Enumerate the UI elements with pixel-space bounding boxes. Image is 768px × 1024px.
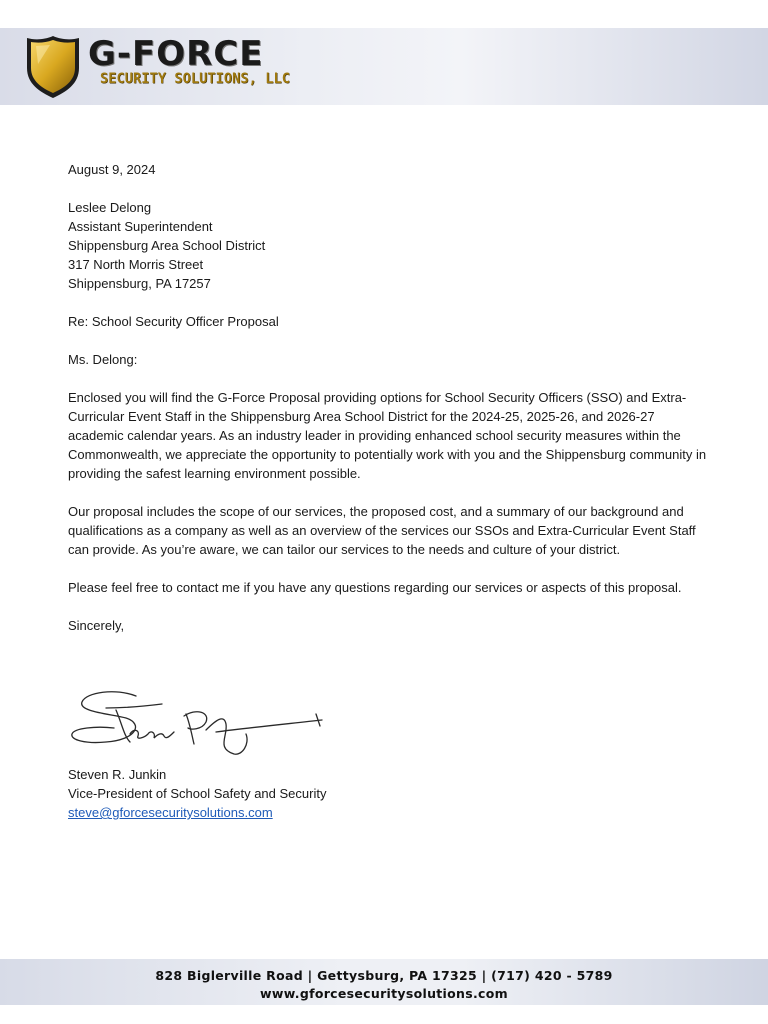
letter-closing: Sincerely,	[68, 618, 125, 633]
letter-date: August 9, 2024	[68, 162, 156, 177]
letter-salutation: Ms. Delong:	[68, 352, 138, 367]
signer-title: Vice-President of School Safety and Security	[68, 786, 327, 801]
company-name: G-FORCE	[88, 34, 264, 74]
recipient-title: Assistant Superintendent	[68, 219, 213, 234]
handwritten-signature	[66, 684, 326, 766]
body-paragraph: Enclosed you will find the G-Force Proposal providing options for School Security Officers (SSO) and Extra-Curricular Event Staff in the Shippensburg Area School District for the 2024-25, 2025-26, and 2026-27 academic calendar years. As an industry leader in providing enhanced school security measures within the Commonwealth, we appreciate the opportunity to potentially work with you and the Shippensburg community in providing the safest learning environment possible.	[68, 390, 707, 481]
footer-address: 828 Biglerville Road | Gettysburg, PA 17325 | (717) 420 - 5789	[155, 968, 613, 983]
recipient-name: Leslee Delong	[68, 200, 152, 215]
signer-email-link[interactable]: steve@gforcesecuritysolutions.com	[68, 805, 273, 820]
signer-block	[68, 765, 326, 822]
company-subtitle: SECURITY SOLUTIONS, LLC	[100, 71, 290, 87]
recipient-city: Shippensburg, PA 17257	[68, 276, 211, 291]
letter-body	[68, 160, 708, 635]
recipient-organization: Shippensburg Area School District	[68, 238, 266, 253]
recipient-street: 317 North Morris Street	[68, 257, 204, 272]
body-paragraph: Our proposal includes the scope of our services, the proposed cost, and a summary of our background and qualifications as a company as well as an overview of the services our SSOs and Extra-Curricular Event Staff can provide. As you’re aware, we can tailor our services to the needs and culture of your district.	[68, 504, 696, 557]
signer-name: Steven R. Junkin	[68, 767, 167, 782]
shield-logo-icon	[24, 34, 82, 100]
letter-subject: Re: School Security Officer Proposal	[68, 314, 279, 329]
footer-website: www.gforcesecuritysolutions.com	[260, 986, 508, 1001]
body-paragraph: Please feel free to contact me if you have any questions regarding our services or aspects of this proposal.	[68, 580, 682, 595]
